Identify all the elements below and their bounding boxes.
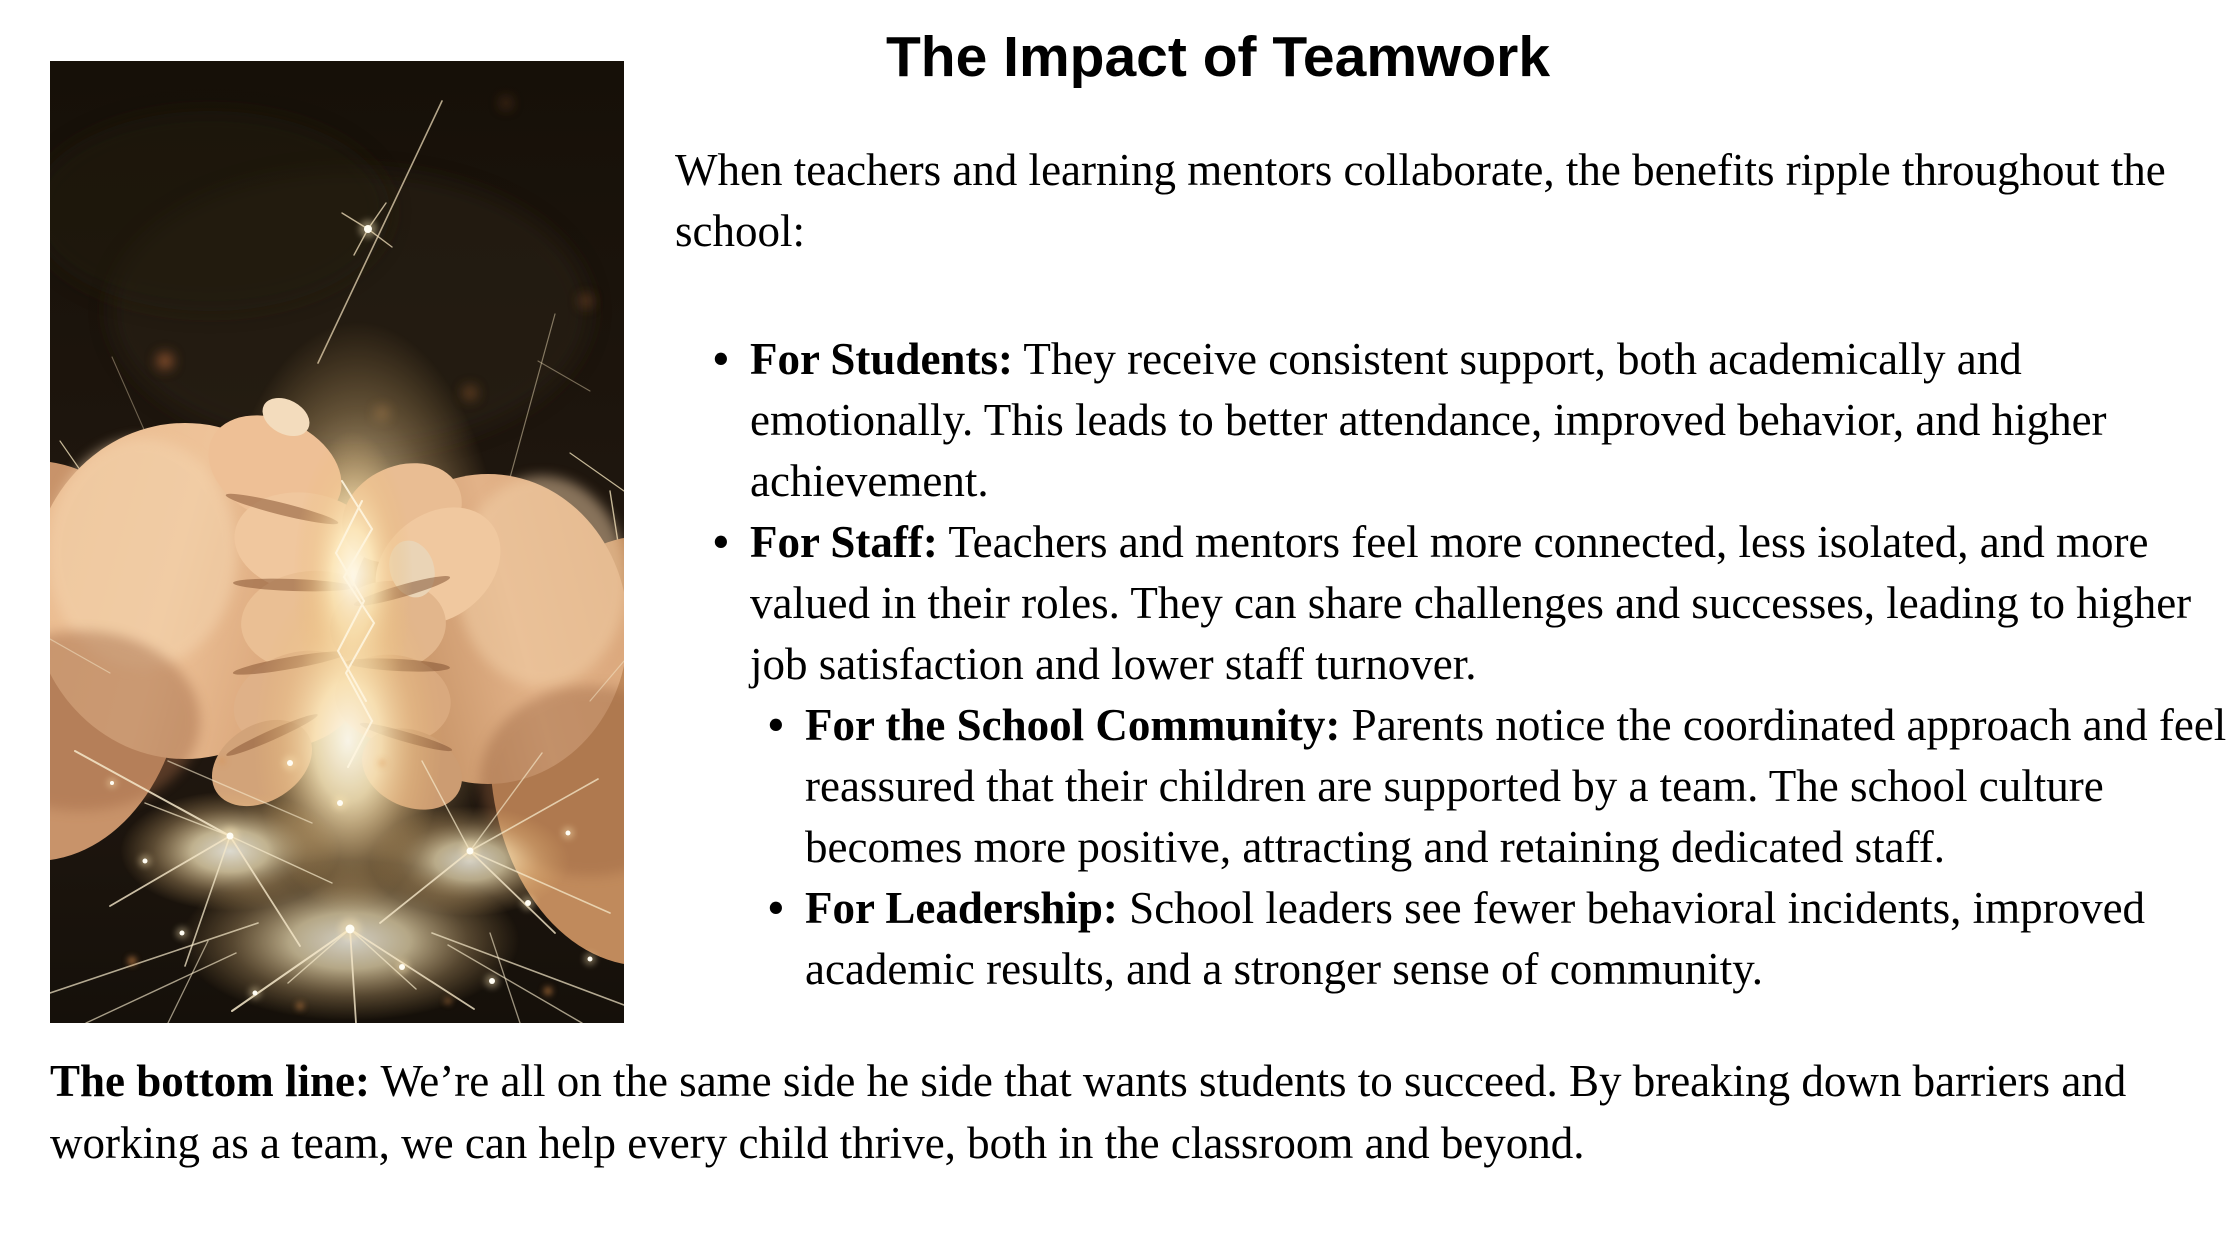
bullet-label: For Staff:	[750, 517, 938, 567]
intro-paragraph: When teachers and learning mentors collaborate, the benefits ripple throughout the school:	[675, 145, 2166, 256]
bullet-text: They receive consistent support, both academically and emotionally. This leads to better attendance, improved behavior, and higher achievement.	[750, 334, 2107, 506]
page-title: The Impact of Teamwork	[885, 25, 1551, 89]
bullet-list-level1	[675, 329, 2240, 695]
bullet-label: For Students:	[750, 334, 1013, 384]
bullet-label: For Leadership:	[805, 883, 1118, 933]
content-column	[675, 140, 2240, 1000]
bottom-line-label: The bottom line:	[50, 1056, 370, 1106]
bullet-list-level2	[675, 695, 2240, 1000]
bullet-label: For the School Community:	[805, 700, 1341, 750]
bullet-text: Parents notice the coordinated approach and feel reassured that their children are supported by a team. The school culture becomes more positive, attracting and retaining dedicated staff.	[805, 700, 2227, 872]
bullet-for-leadership	[675, 878, 2240, 1000]
bullet-for-staff	[675, 512, 2240, 695]
bullet-text: School leaders see fewer behavioral incidents, improved academic results, and a stronger sense of community.	[805, 883, 2146, 994]
teamwork-photo	[50, 61, 624, 1023]
bullet-for-school-community	[675, 695, 2240, 878]
fists-sparks-illustration	[50, 61, 624, 1023]
bullet-text: Teachers and mentors feel more connected, less isolated, and more valued in their roles. They can share challenges and successes, leading to higher job satisfaction and lower staff turnover.	[750, 517, 2192, 689]
bottom-line-text: We’re all on the same side he side that wants students to succeed. By breaking down barriers and working as a team, we can help every child thrive, both in the classroom and beyond.	[50, 1056, 2127, 1168]
bullet-for-students	[675, 329, 2240, 512]
bottom-line-paragraph	[50, 1050, 2192, 1174]
